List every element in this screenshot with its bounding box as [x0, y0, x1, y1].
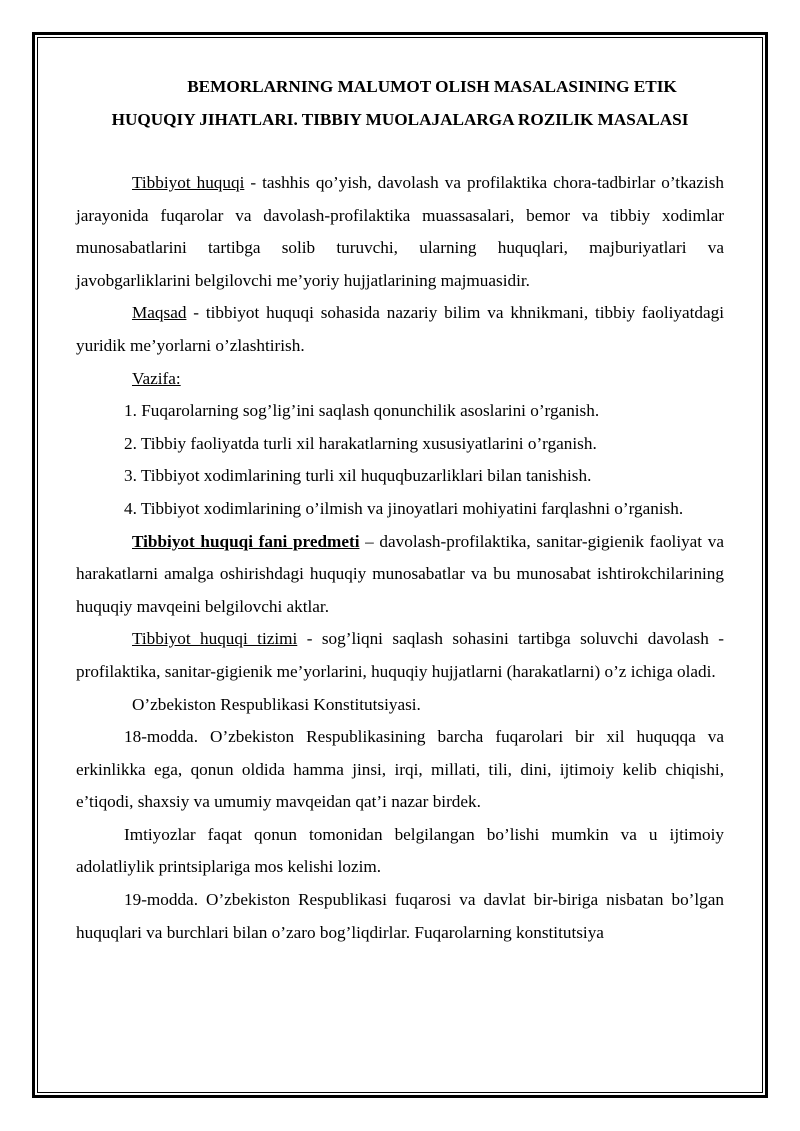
paragraph-19-modda: 19-modda. O’zbekiston Respublikasi fuqarosi va davlat bir-biriga nisbatan bo’lgan huquqlari va burchlari bilan o’zaro bog’liqdirlar. Fuqarolarning konstitutsiya [76, 890, 724, 942]
term-vazifa: Vazifa: [132, 368, 181, 388]
definition-text: - tashhis qo’yish, davolash va profilaktika chora-tadbirlar o’tkazish jarayonida fuqarolar va davolash-profilaktika muassasalari, bemor va tibbiy xodimlar munosabatlarini tartibga solib turuvchi, ularning huquqlari, majburiyatlari va javobgarliklarini belgilovchi me’yoriy hujjatlarining majmuasidir. [76, 173, 724, 290]
definition-text: - tibbiyot huquqi sohasida nazariy bilim va khnikmani, tibbiy faoliyatdagi yuridik me’yorlarni o’zlashtirish. [76, 303, 724, 355]
paragraph-imtiyozlar: Imtiyozlar faqat qonun tomonidan belgilangan bo’lishi mumkin va u ijtimoiy adolatliylik printsiplariga mos kelishi lozim. [76, 824, 724, 877]
paragraph-konstitutsiya: O’zbekiston Respublikasi Konstitutsiyasi. [132, 694, 421, 714]
paragraph-huquqi-tizimi [76, 623, 724, 688]
title-line-1: BEMORLARNING MALUMOT OLISH MASALASINING ETIK [187, 77, 677, 96]
paragraph-fan-predmeti [76, 526, 724, 624]
task-item: 2. Tibbiy faoliyatda turli xil harakatlarning xususiyatlarini o’rganish. [124, 433, 597, 453]
definition-text: – davolash-profilaktika, sanitar-gigienik faoliyat va harakatlarni amalga oshirishdagi huquqiy munosabatlar va bu munosabat ishtirokchilarining huquqiy mavqeini belgilovchi aktlar. [76, 531, 724, 616]
task-item: 4. Tibbiyot xodimlarining o’ilmish va jinoyatlari mohiyatini farqlashni o’rganish. [124, 498, 684, 518]
document-page [76, 70, 724, 949]
term-maqsad: Maqsad [132, 303, 187, 323]
vazifa-heading [76, 363, 724, 396]
task-item: 3. Tibbiyot xodimlarining turli xil huquqbuzarliklari bilan tanishish. [124, 466, 592, 486]
term-tibbiyot-huquqi: Tibbiyot huquqi [132, 173, 245, 192]
paragraph-maqsad [76, 297, 724, 362]
paragraph-tibbiyot-huquqi [76, 167, 724, 297]
task-item: 1. Fuqarolarning sog’lig’ini saqlash qonunchilik asoslarini o’rganish. [124, 401, 600, 421]
term-fan-predmeti: Tibbiyot huquqi fani predmeti [132, 531, 360, 551]
document-title [76, 70, 724, 136]
definition-text: - sog’liqni saqlash sohasini tartibga soluvchi davolash - profilaktika, sanitar-gigienik me’yorlarini, huquqiy hujjatlarni (harakatlarni) o’z ichiga oladi. [76, 629, 724, 681]
paragraph-18-modda: 18-modda. O’zbekiston Respublikasining barcha fuqarolari bir xil huquqqa va erkinlikka ega, qonun oldida hamma jinsi, irqi, millati, tili, dini, ijtimoiy kelib chiqishi, e’tiqodi, shaxsiy va umumiy mavqeidan qat’i nazar birdek. [76, 727, 724, 812]
term-huquqi-tizimi: Tibbiyot huquqi tizimi [132, 629, 298, 649]
title-line-2: HUQUQIY JIHATLARI. TIBBIY MUOLAJALARGA ROZILIK MASALASI [111, 110, 689, 129]
